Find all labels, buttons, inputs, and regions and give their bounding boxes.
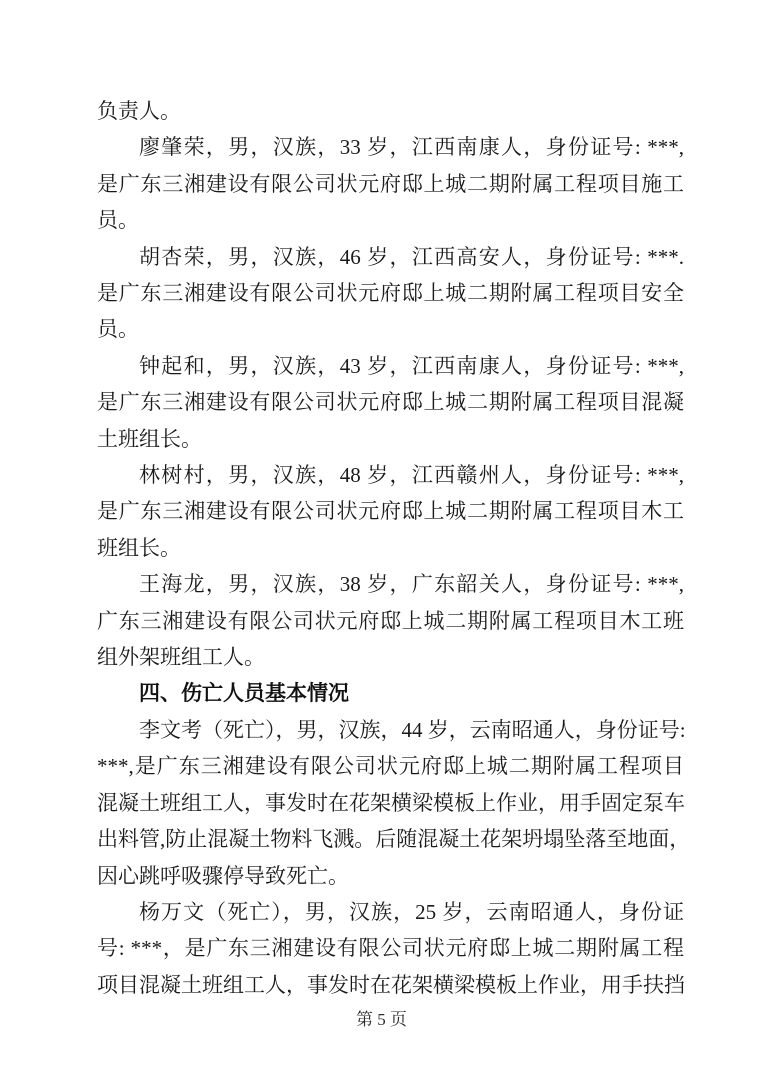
text-line: 杨万文（死亡），男，汉族，25 岁，云南昭通人，身份证	[139, 899, 684, 924]
text-line: 班组长。	[97, 535, 181, 560]
text-line: 出料管,防止混凝土物料飞溅。后随混凝土花架坍塌坠落至地面，	[97, 827, 691, 852]
text-line: 负责人。	[97, 99, 181, 123]
text-line: 是广东三湘建设有限公司状元府邸上城二期附属工程项目木工	[97, 499, 684, 524]
text-line: 林树村，男，汉族，48 岁，江西赣州人，身份证号: ***,	[139, 463, 684, 488]
text-line: 员。	[97, 208, 139, 233]
text-line: 王海龙，男，汉族，38 岁，广东韶关人，身份证号: ***,	[139, 572, 684, 597]
text-line: 是广东三湘建设有限公司状元府邸上城二期附属工程项目混凝	[97, 390, 684, 415]
text-line: 项目混凝土班组工人，事发时在花架横梁模板上作业，用手扶挡	[97, 972, 685, 997]
page-number: 第 5 页	[356, 1010, 407, 1029]
text-line: 李文考（死亡），男，汉族，44 岁，云南昭通人，身份证号:	[139, 717, 686, 742]
document-body	[97, 93, 691, 1003]
text-line: 是广东三湘建设有限公司状元府邸上城二期附属工程项目安全	[97, 281, 684, 306]
text-line: 组外架班组工人。	[97, 645, 265, 670]
text-line: 是广东三湘建设有限公司状元府邸上城二期附属工程项目施工	[97, 171, 684, 196]
text-line: ***,是广东三湘建设有限公司状元府邸上城二期附属工程项目	[97, 754, 684, 779]
text-line: 号: ***，是广东三湘建设有限公司状元府邸上城二期附属工程	[97, 936, 684, 961]
text-line: 员。	[97, 317, 139, 342]
text-line: 廖肇荣，男，汉族，33 岁，江西南康人，身份证号: ***,	[139, 135, 684, 160]
text-line: 广东三湘建设有限公司状元府邸上城二期附属工程项目木工班	[97, 608, 684, 633]
text-line: 混凝土班组工人，事发时在花架横梁模板上作业，用手固定泵车	[97, 790, 685, 815]
text-line: 土班组长。	[97, 426, 202, 451]
section-heading: 四、伤亡人员基本情况	[139, 681, 349, 705]
text-line: 胡杏荣，男，汉族，46 岁，江西高安人，身份证号: ***.	[139, 244, 684, 269]
text-line: 钟起和，男，汉族，43 岁，江西南康人，身份证号: ***,	[139, 353, 684, 378]
text-line: 因心跳呼吸骤停导致死亡。	[97, 863, 349, 888]
